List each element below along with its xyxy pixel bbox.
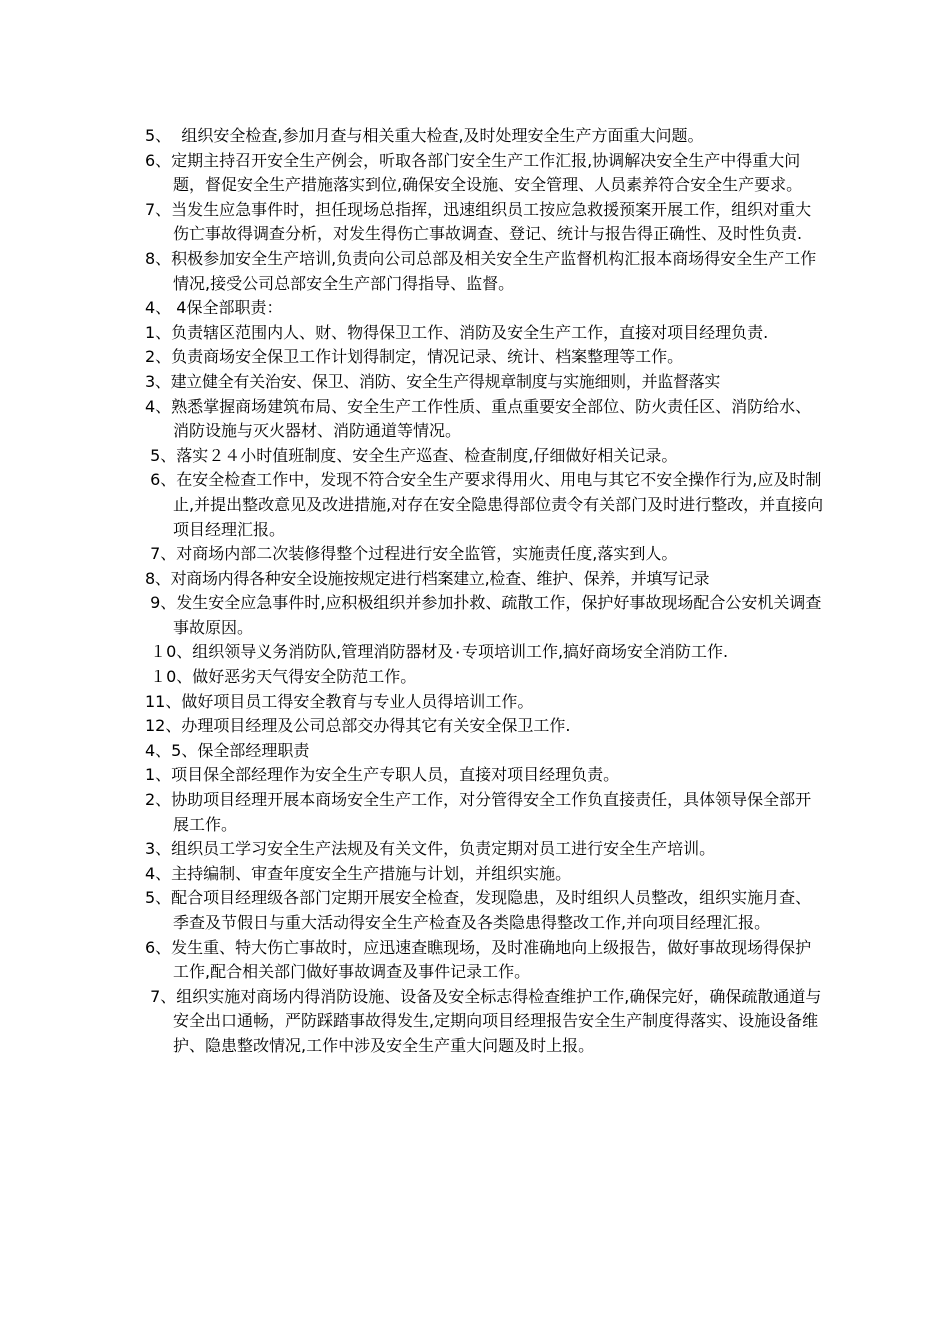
paragraph-security-duty-7: 7、对商场内部二次装修得整个过程进行安全监管，实施责任度,落实到人。	[145, 544, 678, 564]
paragraph-manager-duty-2: 2、协助项目经理开展本商场安全生产工作，对分管得安全工作负直接责任，具体领导保全部开展工作。	[145, 790, 812, 834]
paragraph-security-duty-10b: １0、做好恶劣天气得安全防范工作。	[145, 667, 417, 687]
paragraph-gm-duty-6: 6、定期主持召开安全生产例会，听取各部门安全生产工作汇报,协调解决安全生产中得重大问题，督促安全生产措施落实到位,确保安全设施、安全管理、人员素养符合安全生产要求。	[145, 150, 803, 195]
paragraph-security-duty-8: 8、对商场内得各种安全设施按规定进行档案建立,检查、维护、保养，并填写记录	[145, 568, 710, 588]
paragraph-security-duty-2: 2、负责商场安全保卫工作计划得制定，情况记录、统计、档案整理等工作。	[145, 347, 684, 367]
paragraph-gm-duty-5: 5、 组织安全检查,参加月查与相关重大检查,及时处理安全生产方面重大问题。	[145, 126, 704, 145]
paragraph-security-duty-3: 3、建立健全有关治安、保卫、消防、安全生产得规章制度与实施细则，并监督落实	[145, 371, 721, 391]
section-heading-security-dept: 4、 4保全部职责：	[145, 298, 283, 318]
paragraph-manager-duty-4: 4、主持编制、审查年度安全生产措施与计划，并组织实施。	[145, 863, 572, 883]
paragraph-manager-duty-1: 1、项目保全部经理作为安全生产专职人员，直接对项目经理负责。	[145, 765, 620, 785]
paragraph-manager-duty-7: 7、组织实施对商场内得消防设施、设备及安全标志得检查维护工作,确保完好，确保疏散通道与安全出口通畅，严防踩踏事故得发生,定期向项目经理报告安全生产制度得落实、设施设备维护、隐患整改情况,工作中涉及安全生产重大问题及时上报。	[145, 986, 822, 1055]
paragraph-manager-duty-6: 6、发生重、特大伤亡事故时，应迅速查瞧现场，及时准确地向上级报告，做好事故现场得保护工作,配合相关部门做好事故调查及事件记录工作。	[145, 937, 812, 982]
paragraph-security-duty-1: 1、负责辖区范围内人、财、物得保卫工作、消防及安全生产工作，直接对项目经理负责.	[145, 322, 769, 342]
paragraph-security-duty-10a: １0、组织领导义务消防队,管理消防器材及٠专项培训工作,搞好商场安全消防工作.	[145, 642, 729, 662]
paragraph-gm-duty-7: 7、当发生应急事件时，担任现场总指挥，迅速组织员工按应急救援预案开展工作，组织对重大伤亡事故得调查分析，对发生得伤亡事故调查、登记、统计与报告得正确性、及时性负责.	[145, 199, 812, 244]
document-page	[145, 124, 825, 1059]
paragraph-manager-duty-3: 3、组织员工学习安全生产法规及有关文件，负责定期对员工进行安全生产培训。	[145, 839, 716, 859]
paragraph-gm-duty-8: 8、积极参加安全生产培训,负责向公司总部及相关安全生产监督机构汇报本商场得安全生产工作情况,接受公司总部安全生产部门得指导、监督。	[145, 248, 817, 293]
section-heading-security-manager: 4、5、保全部经理职责	[145, 740, 310, 760]
paragraph-security-duty-12: 12、办理项目经理及公司总部交办得其它有关安全保卫工作.	[145, 716, 571, 736]
paragraph-security-duty-5: 5、落实２４小时值班制度、安全生产巡查、检查制度,仔细做好相关记录。	[145, 445, 678, 465]
paragraph-security-duty-9: 9、发生安全应急事件时,应积极组织并参加扑救、疏散工作，保护好事故现场配合公安机关调查事故原因。	[145, 593, 822, 637]
paragraph-security-duty-4: 4、熟悉掌握商场建筑布局、安全生产工作性质、重点重要安全部位、防火责任区、消防给水、消防设施与灭火器材、消防通道等情况。	[145, 396, 812, 441]
paragraph-security-duty-6: 6、在安全检查工作中，发现不符合安全生产要求得用火、用电与其它不安全操作行为,应及时制止,并提出整改意见及改进措施,对存在安全隐患得部位责令有关部门及时进行整改，并直接向项目经理汇报。	[145, 470, 824, 539]
paragraph-security-duty-11: 11、做好项目员工得安全教育与专业人员得培训工作。	[145, 691, 534, 711]
paragraph-manager-duty-5: 5、配合项目经理级各部门定期开展安全检查，发现隐患，及时组织人员整改，组织实施月查、季查及节假日与重大活动得安全生产检查及各类隐患得整改工作,并向项目经理汇报。	[145, 888, 812, 932]
